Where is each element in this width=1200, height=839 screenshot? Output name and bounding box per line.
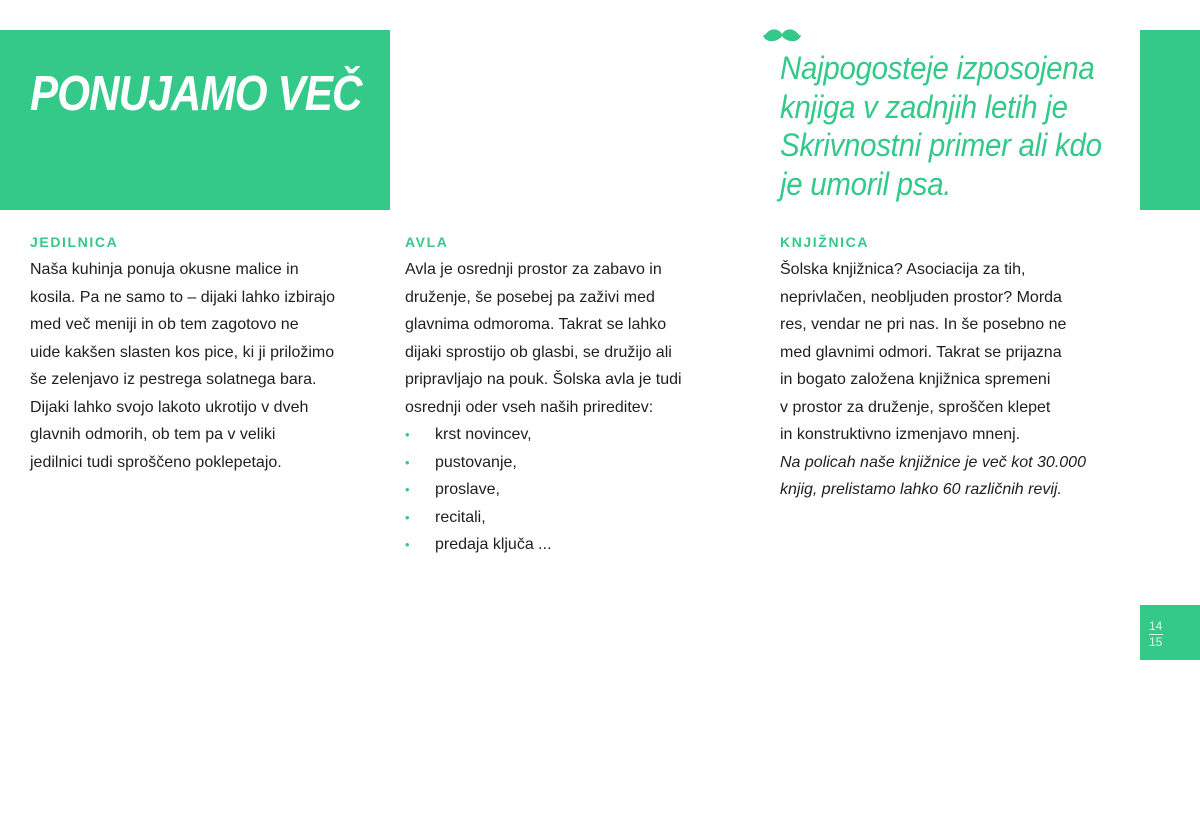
list-item: [405, 421, 755, 449]
list-item-text: recitali,: [435, 508, 486, 526]
body-line: Dijaki lahko svojo lakoto ukrotijo v dveh: [30, 398, 309, 416]
body-line: in konstruktivno izmenjavo mnenj.: [780, 426, 1021, 443]
quote-line: Skrivnostni primer ali kdo: [780, 127, 1102, 163]
bullet-icon: •: [405, 454, 410, 470]
body-line: druženje, še posebej pa zaživi med: [405, 288, 655, 306]
quote-line: knjiga v zadnjih letih je: [780, 88, 1068, 125]
body-line: kosila. Pa ne samo to – dijaki lahko izbirajo: [30, 288, 336, 306]
page-number-left: 14: [1149, 619, 1163, 633]
list-item-text: pustovanje,: [435, 453, 517, 471]
pull-quote: [780, 49, 1140, 203]
body-line: dijaki sprostijo ob glasbi, se družijo ali: [405, 343, 672, 361]
list-item: [405, 504, 755, 532]
list-item-text: proslave,: [435, 481, 500, 498]
body-line: v prostor za druženje, sproščen klepet: [780, 398, 1051, 416]
page-title: PONUJAMO VEČ: [30, 67, 362, 121]
body-line: in bogato založena knjižnica spremeni: [780, 371, 1051, 388]
body-line: res, vendar ne pri nas. In še posebno ne: [780, 316, 1067, 333]
body-line: še zelenjavo iz pestrega solatnega bara.: [30, 371, 317, 388]
bullet-icon: •: [405, 509, 410, 525]
list-item-text: predaja ključa ...: [435, 536, 552, 553]
section-jedilnica: [30, 232, 380, 476]
library-note: [780, 449, 1130, 504]
quote-line: je umoril psa.: [780, 165, 952, 202]
body-line: Šolska knjižnica? Asociacija za tih,: [780, 261, 1026, 278]
section-heading: JEDILNICA: [30, 234, 119, 250]
section-body: [405, 256, 755, 421]
body-line: med glavnimi odmori. Takrat se prijazna: [780, 343, 1062, 361]
section-knjiznica: [780, 232, 1130, 504]
body-line: neprivlačen, neobljuden prostor? Morda: [780, 288, 1062, 306]
body-line: jedilnici tudi sproščeno poklepetajo.: [30, 453, 282, 471]
body-line: Naša kuhinja ponuja okusne malice in: [30, 261, 299, 278]
bullet-icon: •: [405, 537, 410, 552]
list-item: [405, 476, 755, 504]
note-line: knjig, prelistamo lahko 60 različnih revij.: [780, 481, 1062, 498]
events-list: [405, 421, 755, 559]
body-line: glavnih odmorih, ob tem pa v veliki: [30, 426, 276, 443]
section-body: [780, 256, 1130, 449]
mustache-icon: [762, 26, 802, 46]
body-line: Avla je osrednji prostor za zabavo in: [405, 261, 662, 278]
list-item: [405, 449, 755, 477]
title-banner: [0, 30, 390, 210]
page-number-tab: [1140, 605, 1200, 660]
bullet-icon: •: [405, 482, 410, 497]
list-item: [405, 531, 755, 559]
page-number-right: 15: [1149, 635, 1163, 649]
bullet-icon: •: [405, 427, 410, 442]
note-line: Na policah naše knjižnice je več kot 30.000: [780, 453, 1086, 471]
quote-line: Najpogosteje izposojena: [780, 50, 1095, 86]
section-heading: AVLA: [405, 234, 449, 250]
section-avla: [405, 232, 755, 559]
body-line: glavnima odmoroma. Takrat se lahko: [405, 316, 667, 333]
body-line: pripravljajo na pouk. Šolska avla je tudi: [405, 371, 682, 388]
section-body: [30, 256, 380, 476]
section-heading: KNJIŽNICA: [780, 234, 870, 250]
list-item-text: krst novincev,: [435, 426, 532, 443]
body-line: med več meniji in ob tem zagotovo ne: [30, 316, 299, 333]
body-line: osrednji oder vseh naših prireditev:: [405, 398, 654, 416]
body-line: uide kakšen slasten kos pice, ki ji priložimo: [30, 343, 335, 361]
accent-bar: [1140, 30, 1200, 210]
